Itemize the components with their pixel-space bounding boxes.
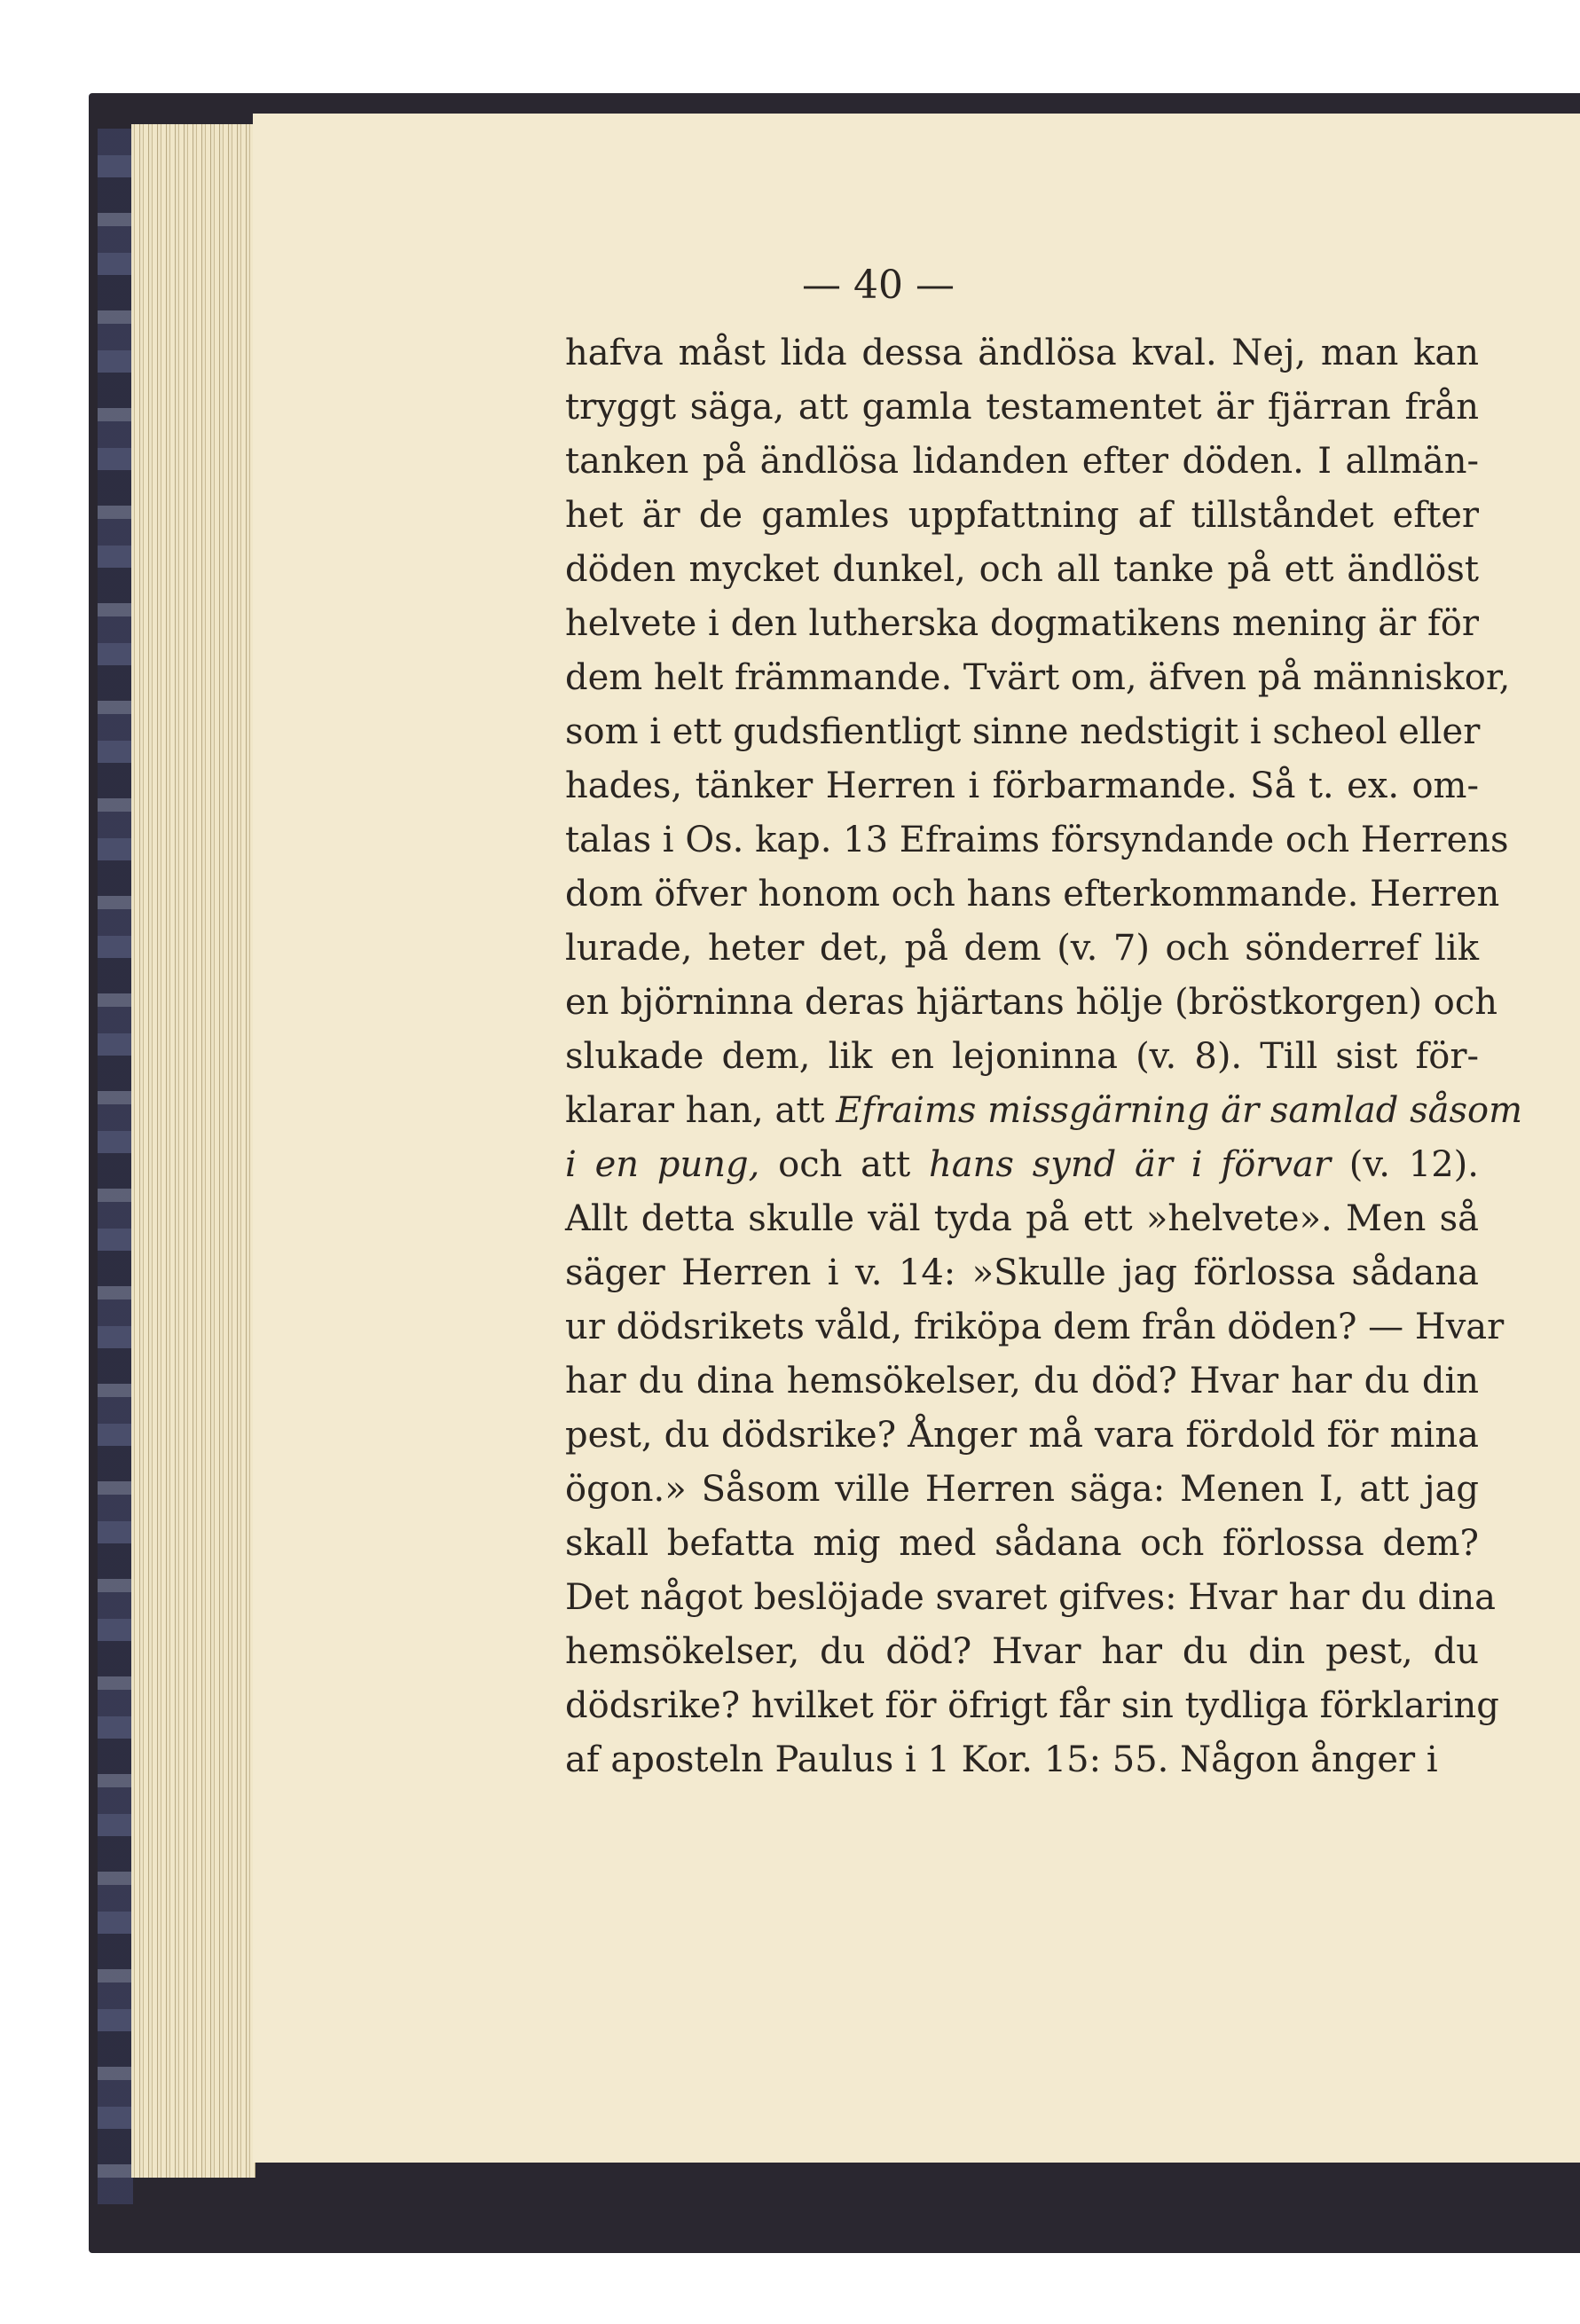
- text-line: [565, 1517, 1479, 1571]
- text-line: [565, 1409, 1479, 1463]
- italic-text-segment: i en pung,: [565, 1144, 760, 1185]
- text-segment: het är de gamles uppfattning af tillståndet efter: [565, 495, 1479, 536]
- text-segment: Allt detta skulle väl tyda på ett »helvete». Men så: [565, 1198, 1479, 1239]
- body-text: [565, 326, 1522, 1787]
- text-line: [565, 922, 1479, 976]
- italic-text-segment: hans synd är i förvar: [929, 1144, 1331, 1185]
- text-line: [565, 1571, 1496, 1625]
- text-segment: skall befatta mig med sådana och förlossa dem?: [565, 1523, 1479, 1564]
- text-line: [565, 381, 1479, 435]
- text-line: [565, 868, 1500, 922]
- text-segment: (v. 12).: [1330, 1144, 1480, 1185]
- text-line: [565, 597, 1479, 651]
- text-line: [565, 1084, 1522, 1138]
- text-line: [565, 1463, 1479, 1517]
- text-line: [565, 651, 1511, 705]
- text-segment: af aposteln Paulus i 1 Kor. 15: 55. Någon ånger i: [565, 1739, 1438, 1780]
- text-segment: dem helt främmande. Tvärt om, äfven på människor,: [565, 657, 1511, 698]
- text-line: [565, 1679, 1499, 1733]
- text-segment: hades, tänker Herren i förbarmande. Så t. ex. om-: [565, 766, 1479, 806]
- text-segment: helvete i den lutherska dogmatikens mening är för: [565, 603, 1479, 644]
- text-segment: hafva måst lida dessa ändlösa kval. Nej, man kan: [565, 333, 1479, 373]
- text-segment: tanken på ändlösa lidanden efter döden. I allmän-: [565, 441, 1479, 482]
- text-segment: dödsrike? hvilket för öfrigt får sin tydliga förklaring: [565, 1685, 1499, 1726]
- text-line: [565, 326, 1479, 381]
- text-segment: och att: [759, 1144, 929, 1185]
- page-number: — 40 —: [802, 263, 955, 308]
- text-line: [565, 813, 1509, 868]
- italic-text-segment: Efraims missgärning är samlad såsom: [836, 1090, 1522, 1131]
- text-line: [565, 1733, 1479, 1787]
- book-page: [253, 114, 1580, 2163]
- text-line: [565, 1138, 1479, 1192]
- text-line: [565, 543, 1479, 597]
- text-line: [565, 1246, 1479, 1300]
- page-edges: [131, 124, 255, 2178]
- text-segment: pest, du dödsrike? Ånger må vara fördold för mina: [565, 1415, 1479, 1456]
- marbled-cover-edge: [98, 129, 133, 2204]
- text-segment: talas i Os. kap. 13 Efraims försyndande och Herrens: [565, 820, 1509, 860]
- text-segment: säger Herren i v. 14: »Skulle jag förlossa sådana: [565, 1252, 1479, 1293]
- text-segment: klarar han, att: [565, 1090, 837, 1131]
- text-line: [565, 976, 1498, 1030]
- text-segment: Det något beslöjade svaret gifves: Hvar har du dina: [565, 1577, 1496, 1618]
- text-segment: tryggt säga, att gamla testamentet är fjärran från: [565, 387, 1479, 428]
- text-line: [565, 1354, 1479, 1409]
- text-segment: hemsökelser, du död? Hvar har du din pest, du: [565, 1631, 1479, 1672]
- text-segment: har du dina hemsökelser, du död? Hvar har du din: [565, 1361, 1479, 1401]
- text-segment: som i ett gudsfientligt sinne nedstigit i scheol eller: [565, 711, 1481, 752]
- text-line: [565, 1625, 1479, 1679]
- text-segment: dom öfver honom och hans efterkommande. Herren: [565, 874, 1500, 915]
- text-segment: ur dödsrikets våld, friköpa dem från döden? — Hvar: [565, 1307, 1505, 1347]
- text-segment: slukade dem, lik en lejoninna (v. 8). Till sist för-: [565, 1036, 1479, 1077]
- text-segment: ögon.» Såsom ville Herren säga: Menen I, att jag: [565, 1469, 1479, 1510]
- text-line: [565, 705, 1479, 759]
- text-line: [565, 1192, 1479, 1246]
- text-segment: en björninna deras hjärtans hölje (bröstkorgen) och: [565, 982, 1498, 1023]
- text-line: [565, 1030, 1479, 1084]
- text-segment: lurade, heter det, på dem (v. 7) och sönderref lik: [565, 928, 1479, 969]
- text-line: [565, 489, 1479, 543]
- text-segment: döden mycket dunkel, och all tanke på ett ändlöst: [565, 549, 1479, 590]
- text-line: [565, 435, 1479, 489]
- text-line: [565, 759, 1479, 813]
- text-line: [565, 1300, 1505, 1354]
